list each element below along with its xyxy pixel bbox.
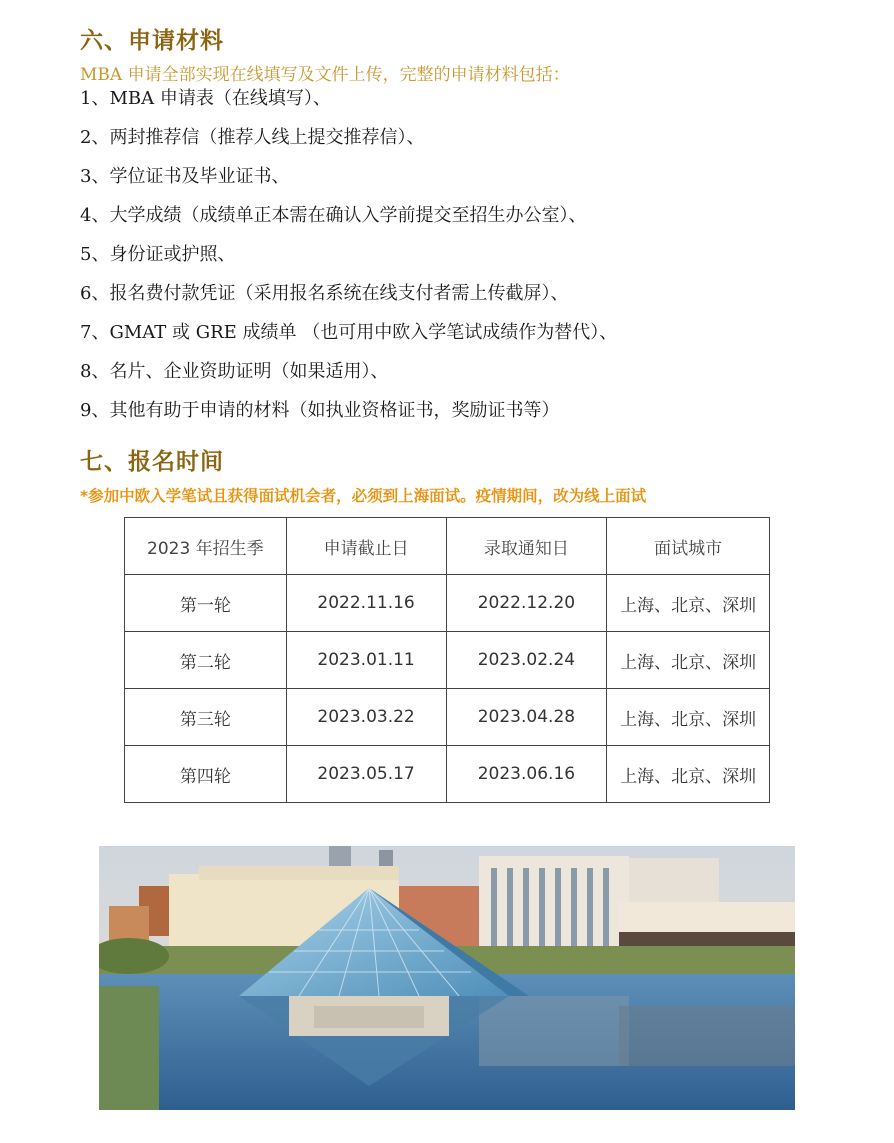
header-season: 2023 年招生季 bbox=[125, 518, 287, 575]
list-item: 1、MBA 申请表（在线填写）、 bbox=[80, 88, 331, 109]
table-header-row bbox=[125, 518, 770, 575]
table-cell: 2022.12.20 bbox=[446, 575, 607, 632]
materials-list bbox=[80, 84, 617, 435]
list-item: 7、GMAT 或 GRE 成绩单 （也可用中欧入学笔试成绩作为替代）、 bbox=[80, 322, 618, 343]
table-cell: 2023.05.17 bbox=[286, 746, 446, 803]
table-cell: 第三轮 bbox=[125, 689, 287, 746]
section-6-title: 六、申请材料 bbox=[80, 28, 224, 54]
list-item: 5、身份证或护照、 bbox=[80, 244, 236, 265]
table-cell: 第二轮 bbox=[125, 632, 287, 689]
schedule-table bbox=[124, 517, 770, 803]
table-cell: 第四轮 bbox=[125, 746, 287, 803]
list-item: 4、大学成绩（成绩单正本需在确认入学前提交至招生办公室）、 bbox=[80, 205, 587, 226]
list-item: 9、其他有助于申请的材料（如执业资格证书，奖励证书等） bbox=[80, 400, 560, 421]
table-row bbox=[125, 746, 770, 803]
table-row bbox=[125, 632, 770, 689]
table-cell: 2022.11.16 bbox=[286, 575, 446, 632]
table-cell: 上海、北京、深圳 bbox=[607, 632, 770, 689]
interview-note: *参加中欧入学笔试且获得面试机会者，必须到上海面试。疫情期间，改为线上面试 bbox=[80, 487, 647, 505]
campus-photo bbox=[99, 846, 795, 1110]
table-cell: 2023.06.16 bbox=[446, 746, 607, 803]
list-item: 3、学位证书及毕业证书、 bbox=[80, 166, 290, 187]
header-notice: 录取通知日 bbox=[446, 518, 607, 575]
table-cell: 上海、北京、深圳 bbox=[607, 746, 770, 803]
table-cell: 2023.02.24 bbox=[446, 632, 607, 689]
header-deadline: 申请截止日 bbox=[286, 518, 446, 575]
table-row bbox=[125, 689, 770, 746]
table-row bbox=[125, 575, 770, 632]
list-item: 8、名片、企业资助证明（如果适用）、 bbox=[80, 361, 389, 382]
section-7-title: 七、报名时间 bbox=[80, 449, 224, 475]
table-cell: 2023.04.28 bbox=[446, 689, 607, 746]
table-cell: 2023.01.11 bbox=[286, 632, 446, 689]
list-item: 2、两封推荐信（推荐人线上提交推荐信）、 bbox=[80, 127, 425, 148]
campus-photo-illustration bbox=[99, 846, 795, 1110]
table-cell: 2023.03.22 bbox=[286, 689, 446, 746]
section-6-intro: MBA 申请全部实现在线填写及文件上传，完整的申请材料包括： bbox=[80, 65, 570, 85]
table-cell: 上海、北京、深圳 bbox=[607, 575, 770, 632]
header-city: 面试城市 bbox=[607, 518, 770, 575]
table-cell: 上海、北京、深圳 bbox=[607, 689, 770, 746]
list-item: 6、报名费付款凭证（采用报名系统在线支付者需上传截屏）、 bbox=[80, 283, 569, 304]
table-cell: 第一轮 bbox=[125, 575, 287, 632]
